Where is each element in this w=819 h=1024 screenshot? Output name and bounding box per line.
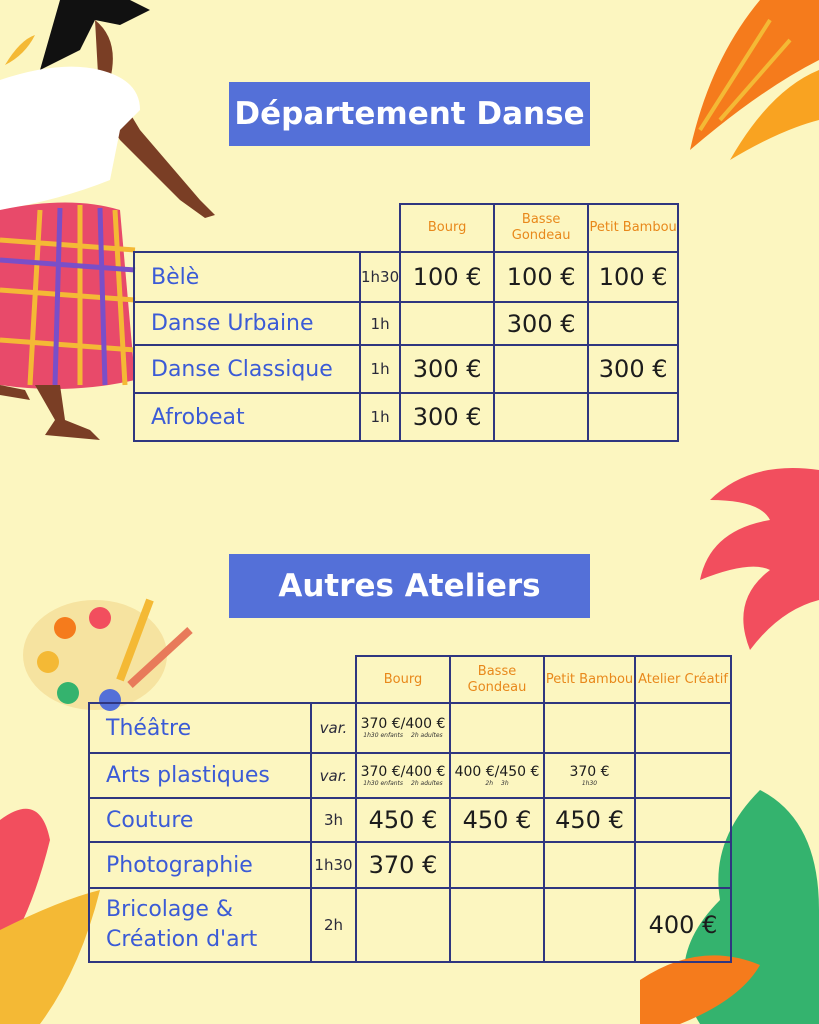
price-cell: 300 €	[400, 393, 494, 441]
palm-leaves-topright	[640, 0, 819, 160]
section-title-ateliers: Autres Ateliers	[229, 554, 590, 618]
course-duration: 1h	[360, 393, 400, 441]
price-cell	[450, 842, 544, 888]
price-cell	[400, 302, 494, 345]
price-cell: 370 € 1h30	[544, 753, 635, 798]
price-cell: 370 €/400 € 1h30 enfants 2h adultes	[356, 703, 450, 753]
col-header-atelier-creatif: Atelier Créatif	[635, 656, 731, 703]
price-cell: 400 €/450 € 2h 3h	[450, 753, 544, 798]
price-cell	[635, 703, 731, 753]
price-cell: 370 €/400 € 1h30 enfants 2h adultes	[356, 753, 450, 798]
course-name: Afrobeat	[134, 393, 360, 441]
table-row	[89, 798, 731, 842]
atelier-name: Couture	[89, 798, 311, 842]
course-name: Danse Urbaine	[134, 302, 360, 345]
price-cell	[588, 393, 678, 441]
price-cell: 450 €	[356, 798, 450, 842]
pink-leaf-right	[690, 460, 819, 660]
price-cell	[635, 842, 731, 888]
price-cell	[588, 302, 678, 345]
price-cell	[450, 888, 544, 962]
col-header-basse-gondeau: Basse Gondeau	[494, 204, 588, 252]
price-cell	[544, 888, 635, 962]
section-title-danse: Département Danse	[229, 82, 590, 146]
col-header-basse-gondeau: Basse Gondeau	[450, 656, 544, 703]
price-cell: 100 €	[494, 252, 588, 302]
table-row	[134, 252, 678, 302]
atelier-name: Théâtre	[89, 703, 311, 753]
price-cell: 300 €	[494, 302, 588, 345]
danse-table	[133, 203, 679, 442]
price-cell: 400 €	[635, 888, 731, 962]
price-cell: 370 €	[356, 842, 450, 888]
price-cell	[494, 393, 588, 441]
price-cell: 100 €	[588, 252, 678, 302]
atelier-name: Arts plastiques	[89, 753, 311, 798]
price-cell	[635, 798, 731, 842]
atelier-name: Bricolage & Création d'art	[89, 888, 311, 962]
atelier-duration: 1h30	[311, 842, 356, 888]
table-row	[134, 393, 678, 441]
atelier-name: Photographie	[89, 842, 311, 888]
table-row	[134, 302, 678, 345]
atelier-duration: 3h	[311, 798, 356, 842]
price-cell: 450 €	[544, 798, 635, 842]
price-cell	[494, 345, 588, 393]
course-duration: 1h	[360, 302, 400, 345]
price-cell: 300 €	[588, 345, 678, 393]
price-cell: 300 €	[400, 345, 494, 393]
price-cell	[544, 703, 635, 753]
table-row	[89, 753, 731, 798]
course-name: Danse Classique	[134, 345, 360, 393]
price-cell	[635, 753, 731, 798]
table-row	[89, 842, 731, 888]
course-duration: 1h30	[360, 252, 400, 302]
col-header-bourg: Bourg	[400, 204, 494, 252]
price-cell	[356, 888, 450, 962]
small-leaf-topleft	[0, 20, 40, 80]
price-cell: 450 €	[450, 798, 544, 842]
course-duration: 1h	[360, 345, 400, 393]
atelier-duration: 2h	[311, 888, 356, 962]
atelier-duration: var.	[311, 703, 356, 753]
table-row	[89, 703, 731, 753]
price-cell: 100 €	[400, 252, 494, 302]
col-header-bourg: Bourg	[356, 656, 450, 703]
course-name: Bèlè	[134, 252, 360, 302]
price-cell	[544, 842, 635, 888]
col-header-petit-bambou: Petit Bambou	[588, 204, 678, 252]
table-row	[89, 888, 731, 962]
col-header-petit-bambou: Petit Bambou	[544, 656, 635, 703]
table-row	[134, 345, 678, 393]
ateliers-table	[88, 655, 732, 963]
price-cell	[450, 703, 544, 753]
atelier-duration: var.	[311, 753, 356, 798]
